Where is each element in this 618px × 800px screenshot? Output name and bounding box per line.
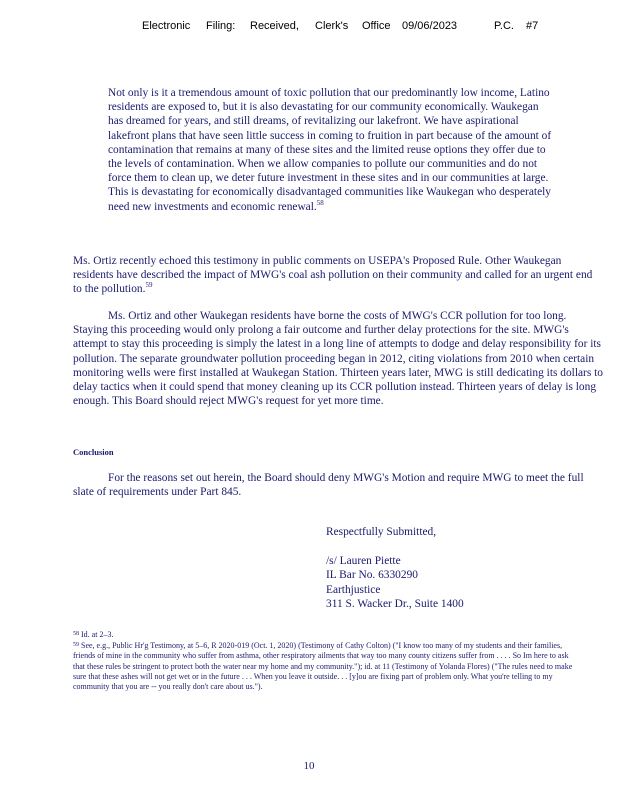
- footnote-58-text: Id. at 2–3.: [81, 630, 114, 639]
- signature-bar-number: IL Bar No. 6330290: [326, 569, 418, 582]
- footnote-59: [73, 640, 573, 692]
- header-electronic: Electronic: [142, 20, 191, 32]
- conclusion-heading: Conclusion: [73, 447, 114, 457]
- paragraph-ortiz-echo: [73, 254, 604, 297]
- header-pc-label: P.C.: [494, 20, 514, 32]
- paragraph-delay: Ms. Ortiz and other Waukegan residents have borne the costs of MWG's CCR pollution for too long. Staying this proceeding would only prolong a fair outcome and further delay protections for the site. MWG's attempt to stay this proceeding is simply the latest in a long line of attempts to dodge and delay responsibility for its pollution. The separate groundwater pollution proceeding began in 2012, citing violations from 2010 when certain monitoring wells were first installed at Waukegan Station. Thirteen years later, MWG is still dedicating its dollars to delay tactics when it could spend that money cleaning up its CCR pollution instead. Thirteen years of delay is long enough. This Board should reject MWG's request for yet more time.: [73, 310, 603, 408]
- footnote-59-text: See, e.g., Public Hr'g Testimony, at 5–6, R 2020-019 (Oct. 1, 2020) (Testimony of Cathy Colton) ("I know too many of my students and their families, friends of mine in the community who suffer from asthma, other respiratory ailments that way too many county citizens suffer from . . . . So Im here to ask that these rules be stringent to protect both the water near my home and my community."); id. at 11 (Testimony of Yolanda Flores) ("The rules need to make sure that these ashes will not get wet or in the future . . . When you leave it outside. . . [y]ou are fixing part of problem only. What you're telling to my community that you are -- you really don't care about us.").: [73, 641, 573, 692]
- signature-closing: Respectfully Submitted,: [326, 526, 437, 538]
- header-received: Received,: [250, 20, 299, 32]
- footnote-58: [73, 629, 573, 640]
- signature-organization: Earthjustice: [326, 583, 381, 596]
- header-date: 09/06/2023: [402, 20, 458, 32]
- signature-signed: /s/ Lauren Piette: [326, 554, 401, 567]
- header-filing: Filing:: [206, 20, 236, 32]
- page-number: 10: [303, 760, 315, 772]
- header-clerks: Clerk's: [315, 20, 349, 32]
- paragraph-ortiz-echo-text: Ms. Ortiz recently echoed this testimony in public comments on USEPA's Proposed Rule. Other Waukegan residents have described the impact of MWG's coal ash pollution on their community and called for an urgent end to the pollution.: [73, 255, 593, 296]
- header-office: Office: [362, 20, 391, 32]
- footnote-ref-58: 58: [316, 198, 324, 207]
- paragraph-conclusion: For the reasons set out herein, the Board should deny MWG's Motion and require MWG to meet the full slate of requirements under Part 845.: [73, 472, 584, 499]
- filing-stamp-header: [0, 20, 618, 36]
- signature-block: [326, 525, 576, 612]
- signature-address: 311 S. Wacker Dr., Suite 1400: [326, 598, 464, 611]
- footnote-59-number: 59: [73, 642, 79, 649]
- block-quote-text: Not only is it a tremendous amount of toxic pollution that our predominantly low income, Latino residents are exposed to, but it is also devastating for our community economically. Waukegan has dreamed for years, and still dreams, of revitalizing our lakefront. We have aspirational lakefront plans that have seen little success in coming to fruition in part because of the amount of contamination that remains at many of these sites and the limited reuse options they offer due to the levels of contamination. When we allow companies to pollute our communities and do not force them to clean up, we deter future investment in these sites and in our communities at large. This is devastating for economically disadvantaged communities like Waukegan who desperately need new investments and economic renewal.: [108, 87, 552, 213]
- block-quote: [108, 86, 554, 214]
- footnote-ref-59: 59: [145, 281, 153, 290]
- header-pc-number: #7: [526, 20, 539, 32]
- footnote-58-number: 58: [73, 631, 79, 637]
- footnotes: [73, 629, 573, 692]
